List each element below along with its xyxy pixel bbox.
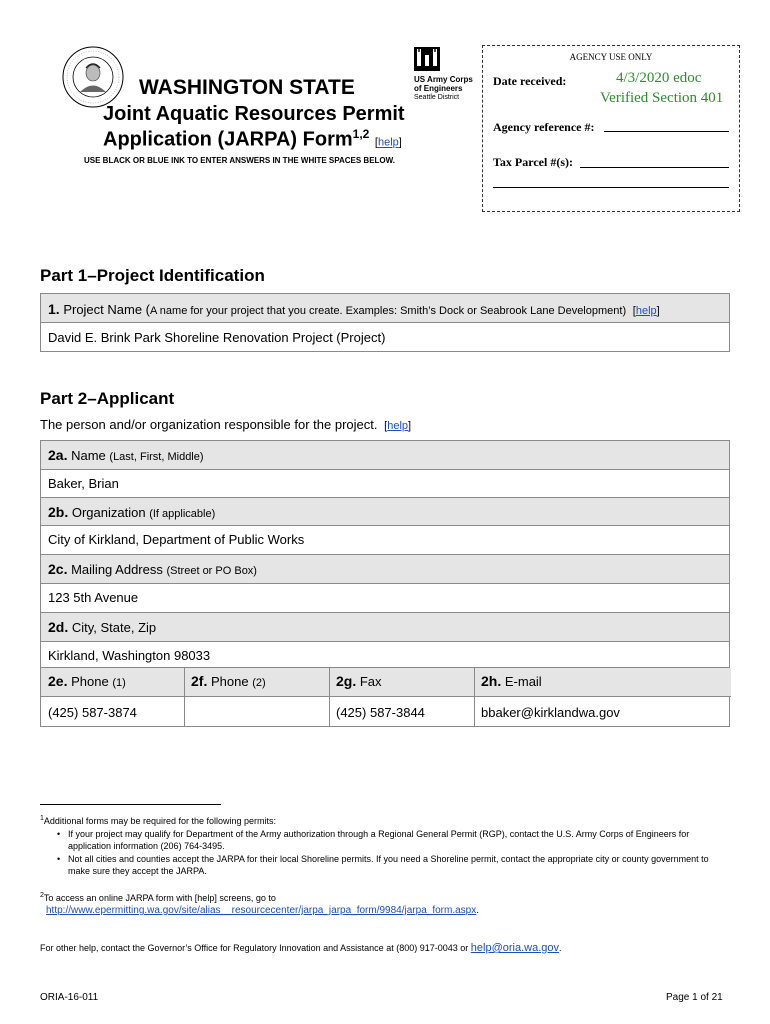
contact-table bbox=[40, 667, 730, 727]
footnote-1-text: Additional forms may be required for the following permits: bbox=[43, 816, 277, 826]
project-name-answer-row[interactable] bbox=[41, 323, 729, 352]
title-help: [help] bbox=[374, 136, 402, 149]
column-divider bbox=[474, 668, 475, 726]
fax-header bbox=[329, 668, 474, 697]
other-help-line: For other help, contact the Governor’s Office for Regulatory Innovation and Assistance at (800) 917-0043 or help@oria.wa.gov. bbox=[40, 942, 562, 954]
phone2-question bbox=[191, 673, 266, 689]
city-state-zip-question bbox=[48, 619, 156, 635]
phone2-field[interactable] bbox=[184, 697, 329, 727]
email-value: bbaker@kirklandwa.gov bbox=[481, 705, 620, 720]
date-received-label: Date received: bbox=[493, 74, 567, 88]
q2d-number: 2d. bbox=[48, 619, 69, 635]
mailing-address-value: 123 5th Avenue bbox=[48, 590, 139, 605]
usace-line2: of Engineers bbox=[414, 84, 463, 93]
fax-question bbox=[336, 673, 382, 689]
q2h-number: 2h. bbox=[481, 673, 502, 689]
mailing-address-answer-row[interactable] bbox=[41, 584, 729, 613]
footnote-1-number: 1 bbox=[40, 815, 44, 822]
q2g-label: Fax bbox=[359, 674, 382, 689]
footnote-bullet-1: If your project may qualify for Department of the Army authorization through a Regional General Permit (RGP), contact the U.S. Army Corps of Engineers for application information (206) 764-3495. bbox=[68, 829, 690, 851]
q2a-hint: (Last, First, Middle) bbox=[109, 451, 204, 463]
organization-value: City of Kirkland, Department of Public Works bbox=[48, 532, 305, 547]
mailing-address-question bbox=[48, 561, 257, 577]
part1-table bbox=[40, 293, 730, 352]
organization-question bbox=[48, 504, 215, 520]
organization-header bbox=[41, 498, 729, 526]
usace-line3: Seattle District bbox=[414, 94, 460, 101]
q1-help: [help] bbox=[629, 305, 660, 317]
part2-help: [help] bbox=[381, 420, 412, 432]
date-received-value: 4/3/2020 edoc bbox=[616, 70, 702, 86]
part1-heading: Part 1–Project Identification bbox=[40, 266, 265, 285]
phone2-header bbox=[184, 668, 329, 697]
ink-instruction: USE BLACK OR BLUE INK TO ENTER ANSWERS IN THE WHITE SPACES BELOW. bbox=[84, 156, 395, 165]
fax-field[interactable] bbox=[329, 697, 474, 727]
footnote-1 bbox=[40, 813, 276, 827]
tax-parcel-field-2[interactable] bbox=[493, 187, 729, 188]
form-title-line2 bbox=[103, 127, 402, 152]
column-divider bbox=[184, 668, 185, 726]
page-number: Page 1 of 21 bbox=[666, 992, 723, 1003]
q2e-number: 2e. bbox=[48, 673, 68, 689]
verified-section-note: Verified Section 401 bbox=[600, 90, 724, 106]
washington-state-seal bbox=[62, 46, 124, 108]
q2d-label: City, State, Zip bbox=[71, 620, 157, 635]
q2c-label: Mailing Address bbox=[71, 562, 163, 577]
email-header bbox=[474, 668, 731, 697]
organization-answer-row[interactable] bbox=[41, 526, 729, 555]
city-state-zip-answer-row[interactable] bbox=[41, 642, 729, 668]
mailing-address-header bbox=[41, 555, 729, 584]
q2c-number: 2c. bbox=[48, 561, 68, 577]
footnote-rule bbox=[40, 804, 221, 805]
part2-help-link[interactable]: help bbox=[387, 420, 409, 432]
jarpa-online-link[interactable]: http://www.epermitting.wa.gov/site/alias__resourcecenter/jarpa_jarpa_form/9984/jarpa_form.aspx bbox=[46, 905, 477, 916]
q2f-number: 2f. bbox=[191, 673, 208, 689]
q1-help-link[interactable]: help bbox=[635, 305, 657, 317]
agency-reference-field[interactable] bbox=[604, 131, 729, 132]
form-id: ORIA-16-011 bbox=[40, 992, 99, 1003]
q2a-label: Name bbox=[71, 448, 106, 463]
q2a-number: 2a. bbox=[48, 447, 68, 463]
form-title-line1: Joint Aquatic Resources Permit bbox=[103, 103, 405, 125]
footnote-2-link-line: http://www.epermitting.wa.gov/site/alias__resourcecenter/jarpa_jarpa_form/9984/jarpa_form.aspx. bbox=[46, 905, 480, 916]
title-superscript: 1,2 bbox=[352, 127, 370, 141]
name-header bbox=[41, 441, 729, 470]
part2-intro bbox=[40, 417, 411, 432]
tax-parcel-field[interactable] bbox=[580, 167, 729, 168]
q2f-hint: (2) bbox=[252, 677, 266, 689]
phone1-field[interactable] bbox=[41, 697, 184, 727]
q1-label: Project Name ( bbox=[63, 302, 151, 317]
oria-email-link[interactable]: help@oria.wa.gov bbox=[470, 942, 559, 954]
project-name-header bbox=[41, 294, 729, 323]
usace-line1: US Army Corps bbox=[414, 75, 473, 84]
name-value: Baker, Brian bbox=[48, 476, 119, 491]
usace-wordmark bbox=[414, 75, 473, 102]
column-divider bbox=[329, 668, 330, 726]
phone1-header bbox=[41, 668, 184, 697]
city-state-zip-value: Kirkland, Washington 98033 bbox=[48, 648, 211, 663]
email-field[interactable] bbox=[474, 697, 731, 727]
agency-reference-label: Agency reference #: bbox=[493, 120, 595, 134]
applicant-table bbox=[40, 440, 730, 668]
q2h-label: E-mail bbox=[504, 674, 542, 689]
project-name-value: David E. Brink Park Shoreline Renovation Project (Project) bbox=[48, 330, 386, 345]
footnote-bullet-2: Not all cities and counties accept the JARPA for their local Shoreline permits. If you need a Shoreline permit, contact the appropriate city or county government to make sure they accept the JARPA. bbox=[68, 854, 709, 876]
q2e-label: Phone bbox=[71, 674, 109, 689]
q2e-hint: (1) bbox=[112, 677, 126, 689]
usace-castle-icon bbox=[414, 47, 440, 71]
title-state: WASHINGTON STATE bbox=[139, 76, 355, 99]
part2-intro-text: The person and/or organization responsible for the project. bbox=[40, 417, 378, 432]
q1-hint: A name for your project that you create. Examples: Smith’s Dock or Seabrook Lane Development) bbox=[150, 305, 627, 317]
q2c-hint: (Street or PO Box) bbox=[166, 565, 257, 577]
q1-number: 1. bbox=[48, 301, 60, 317]
bullet-2-marker: • bbox=[57, 854, 61, 864]
phone1-question bbox=[48, 673, 126, 689]
fax-value: (425) 587-3844 bbox=[336, 705, 425, 720]
city-state-zip-header bbox=[41, 613, 729, 642]
tax-parcel-label: Tax Parcel #(s): bbox=[493, 155, 573, 169]
email-question bbox=[481, 673, 542, 689]
part2-heading: Part 2–Applicant bbox=[40, 389, 175, 408]
footnote-2 bbox=[40, 890, 276, 904]
name-answer-row[interactable] bbox=[41, 470, 729, 498]
form-title-line2-text: Application (JARPA) Form bbox=[103, 128, 353, 151]
q2b-hint: (If applicable) bbox=[149, 508, 216, 520]
q2b-label: Organization bbox=[71, 505, 146, 520]
phone1-value: (425) 587-3874 bbox=[48, 705, 137, 720]
footnote-2-text: To access an online JARPA form with [help] screens, go to bbox=[43, 893, 276, 903]
footnote-2-number: 2 bbox=[40, 892, 44, 899]
title-help-link[interactable]: help bbox=[377, 136, 399, 149]
project-name-question bbox=[48, 301, 660, 317]
bullet-1-marker: • bbox=[57, 829, 61, 839]
q2g-number: 2g. bbox=[336, 673, 357, 689]
agency-use-title: AGENCY USE ONLY bbox=[569, 52, 653, 62]
q2f-label: Phone bbox=[210, 674, 249, 689]
other-help-text: For other help, contact the Governor’s Office for Regulatory Innovation and Assistance at (800) 917-0043 or bbox=[40, 943, 469, 953]
q2b-number: 2b. bbox=[48, 504, 69, 520]
name-question bbox=[48, 447, 204, 463]
